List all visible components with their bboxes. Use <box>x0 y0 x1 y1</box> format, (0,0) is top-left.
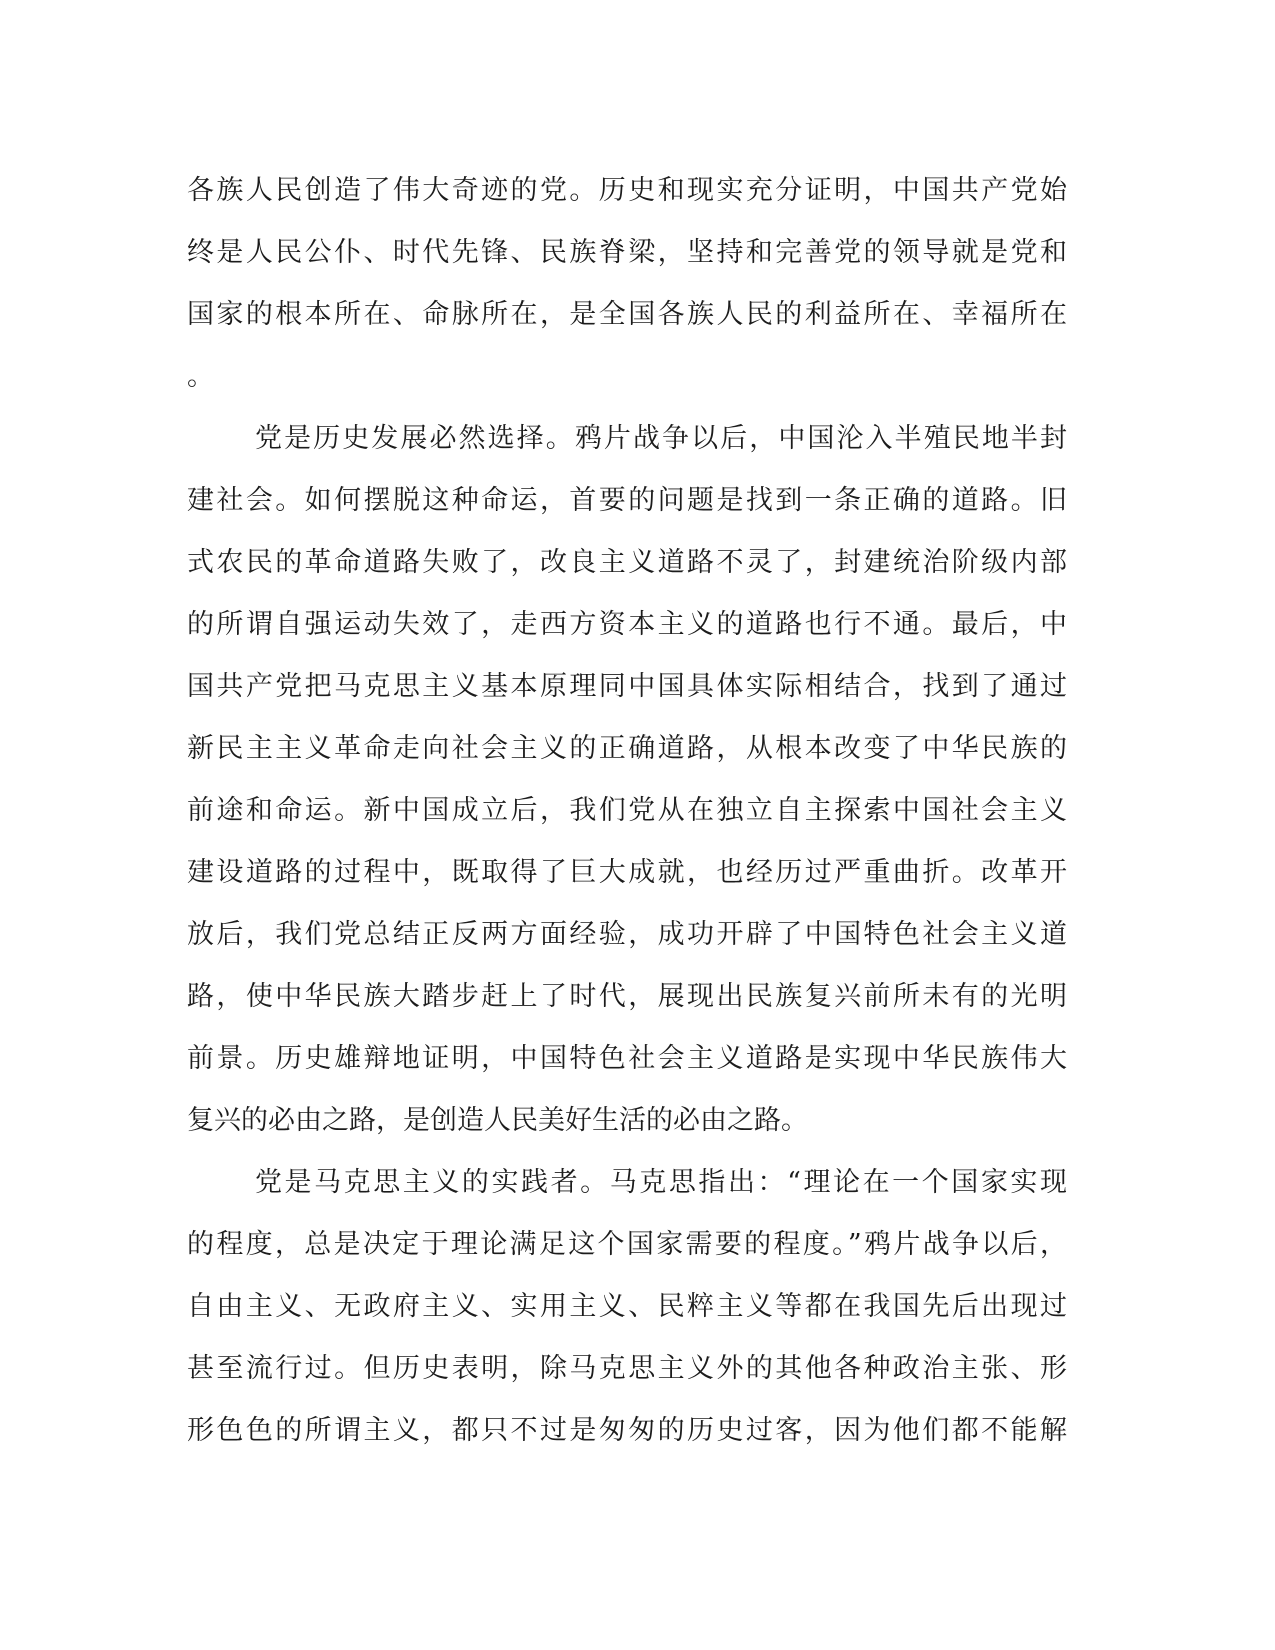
text-line: 终是人民公仆、时代先锋、民族脊梁，坚持和完善党的领导就是党和 <box>187 237 1067 268</box>
text-line: 国共产党把马克思主义基本原理同中国具体实际相结合，找到了通过 <box>187 671 1067 702</box>
text-line: 自由主义、无政府主义、实用主义、民粹主义等都在我国先后出现过 <box>187 1291 1067 1322</box>
text-line: 国家的根本所在、命脉所在，是全国各族人民的利益所在、幸福所在 <box>187 299 1067 330</box>
text-line: 。 <box>187 361 214 392</box>
body-text <box>187 160 1067 1462</box>
text-line: 路，使中华民族大踏步赶上了时代，展现出民族复兴前所未有的光明 <box>187 981 1067 1012</box>
text-line: 各族人民创造了伟大奇迹的党。历史和现实充分证明，中国共产党始 <box>187 175 1067 206</box>
text-line: 式农民的革命道路失败了，改良主义道路不灵了，封建统治阶级内部 <box>187 547 1067 578</box>
text-line: 前景。历史雄辩地证明，中国特色社会主义道路是实现中华民族伟大 <box>187 1043 1067 1074</box>
text-line: 的程度，总是决定于理论满足这个国家需要的程度。”鸦片战争以后， <box>187 1229 1067 1260</box>
paragraph-first-line: 党是历史发展必然选择。鸦片战争以后，中国沦入半殖民地半封 <box>255 423 1067 454</box>
text-line: 放后，我们党总结正反两方面经验，成功开辟了中国特色社会主义道 <box>187 919 1067 950</box>
text-line: 甚至流行过。但历史表明，除马克思主义外的其他各种政治主张、形 <box>187 1353 1067 1384</box>
text-line: 形色色的所谓主义，都只不过是匆匆的历史过客，因为他们都不能解 <box>187 1415 1067 1446</box>
text-line: 的所谓自强运动失效了，走西方资本主义的道路也行不通。最后，中 <box>187 609 1067 640</box>
text-line: 建设道路的过程中，既取得了巨大成就，也经历过严重曲折。改革开 <box>187 857 1067 888</box>
paragraph-first-line: 党是马克思主义的实践者。马克思指出：“理论在一个国家实现 <box>255 1167 1067 1198</box>
text-line: 新民主主义革命走向社会主义的正确道路，从根本改变了中华民族的 <box>187 733 1067 764</box>
text-line: 复兴的必由之路，是创造人民美好生活的必由之路。 <box>187 1105 808 1136</box>
text-line: 建社会。如何摆脱这种命运，首要的问题是找到一条正确的道路。旧 <box>187 485 1067 516</box>
text-line: 前途和命运。新中国成立后，我们党从在独立自主探索中国社会主义 <box>187 795 1067 826</box>
